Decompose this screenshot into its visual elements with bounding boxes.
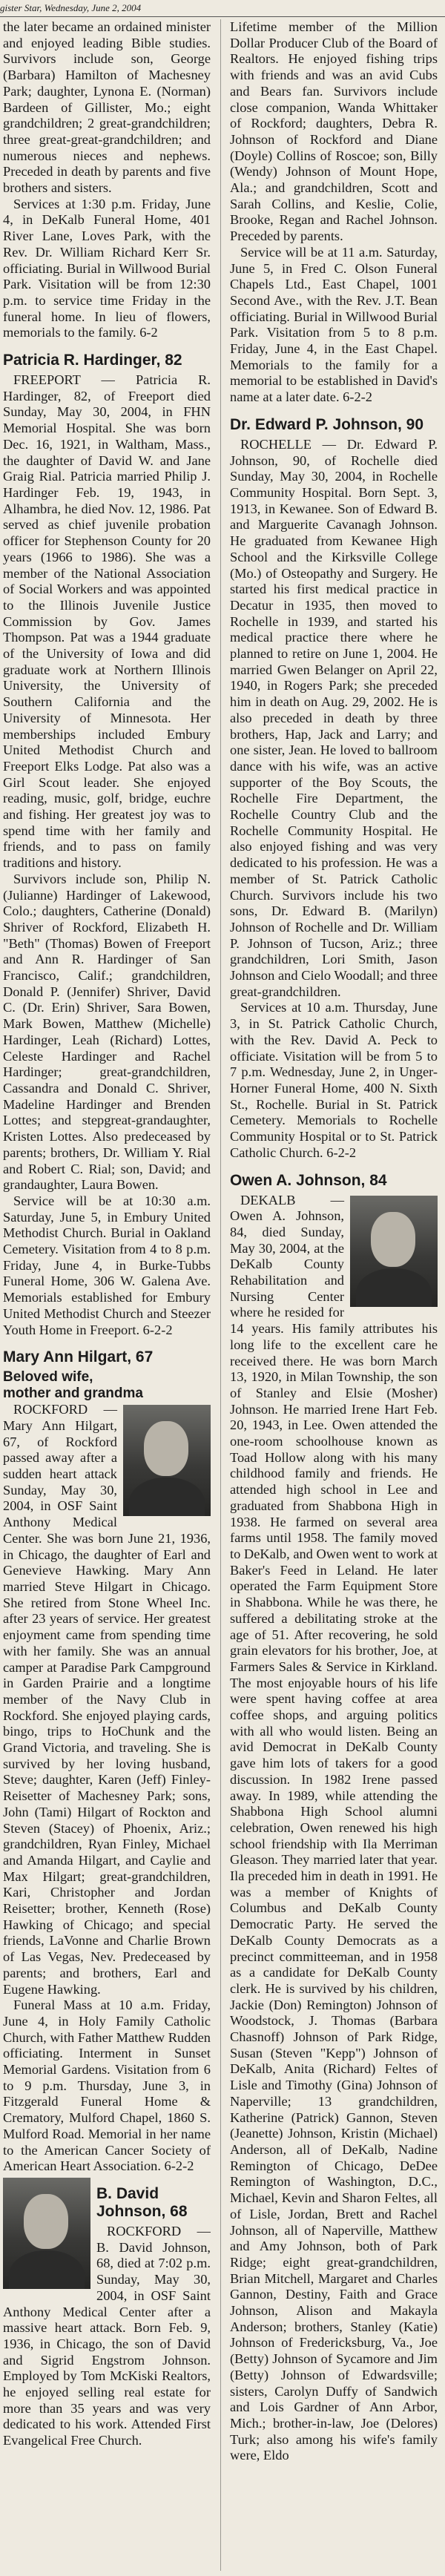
continued-paragraph: Lifetime member of the Million Dollar Producer Club of the Board of Realtors. He enjoyed fishing trips with friends and was an avid Cubs and Bears fan. Survivors include close companion, Wanda Whittaker of Rockford; daughters, Debra R. Johnson of Rockford and Diane (Doyle) Collins of Roscoe; son, Billy (Wendy) Johnson of Mount Hope, Ala.; and grandchildren, Scott and Sarah Collins, and Keslie, Colie, Brooke, Regan and Rachel Johnson. Preceded by parents. bbox=[230, 19, 438, 244]
page-header: gister Star, Wednesday, June 2, 2004 bbox=[0, 0, 445, 17]
obituary-paragraph: Service will be at 10:30 a.m. Saturday, June 5, in Embury United Methodist Church. Burial in Oakland Cemetery. Visitation from 4 to 8 p.m. Friday, June 4, in Burke-Tubbs Funeral Home, 306 W. Galena Ave. Memorials established for Embury United Methodist Church and Steezer Youth Home in Freeport. 6-2-2 bbox=[3, 1193, 211, 1337]
obituary-heading: Owen A. Johnson, 84 bbox=[230, 1171, 387, 1189]
obituary-paragraph: Survivors include son, Philip N. (Julianne) Hardinger of Lakewood, Colo.; daughters, Catherine (Donald) Shriver of Rockford, Elizabeth H. "Beth" (Thomas) Bowen of Freeport and Ann R. Hardinger of San Francisco, Calif.; grandchildren, Donald P. (Jennifer) Shriver, David C. (Dr. Erin) Shriver, Sara Bowen, Mark Bowen, Matthew (Michelle) Hardinger, Leah (Richard) Lottes, Celeste Hardinger and Rachel Hardinger; great-grandchildren, Cassandra and Donald C. Shriver, Madeline Hardinger and Brenden Lottes; and stepgreat-grandaughter, Kristen Lottes. Also predeceased by parents; brothers, Dr. William Y. Rial and Robert C. Rial; son, David; and grandaughter, Laura Bowen. bbox=[3, 871, 211, 1193]
obituary-subheading: Beloved wife, bbox=[3, 1369, 93, 1386]
left-column bbox=[3, 19, 211, 2571]
obituary-paragraph: FREEPORT — Patricia R. Hardinger, 82, of Freeport died Sunday, May 30, 2004, in FHN Memorial Hospital. She was born Dec. 16, 1921, in Waltham, Mass., the daughter of David W. and Jane Graig Rial. Patricia married Philip J. Hardinger Feb. 19, 1943, in Alhambra, he died Nov. 12, 1986. Pat served as chief juvenile probation officer for Stephenson County for 20 years (1966 to 1986). She was a member of the National Association of Social Workers and was appointed to the Illinois Juvenile Justice Commission by Gov. James Thompson. Pat was a 1944 graduate of the University of Iowa and did graduate work at Northern Illinois University, the University of Southern California and the University of Minnesota. Her memberships included Embury United Methodist Church and Freeport Elks Lodge. Pat also was a Girl Scout leader. She enjoyed reading, music, golf, bridge, euchre and fishing. Her greatest joy was to spend time with her family and friends, and to pass on family traditions and history. bbox=[3, 372, 211, 871]
portrait-photo bbox=[350, 1196, 438, 1307]
shoulders-shape bbox=[9, 2250, 85, 2289]
continued-paragraph: the later became an ordained minister and enjoyed leading Bible studies. Survivors include son, George (Barbara) Hamilton of Machesney Park; daughter, Lynona E. (Norman) Bardeen of Gillister, Mo.; eight grandchildren; 2 great-grandchildren; three great-great-grandchildren; and numerous nieces and nephews. Preceded in death by parents and five brothers and sisters. bbox=[3, 19, 211, 196]
continued-paragraph: Services at 1:30 p.m. Friday, June 4, in DeKalb Funeral Home, 401 River Lane, Loves Park, with the Rev. Dr. William Richard Kerr Sr. officiating. Burial in Willwood Burial Park. Visitation will be from 12:30 p.m. to service time Friday in the funeral home. In lieu of flowers, memorials to the family. 6-2 bbox=[3, 196, 211, 340]
shoulders-shape bbox=[356, 1268, 432, 1307]
obituary-paragraph: Funeral Mass at 10 a.m. Friday, June 4, in Holy Family Catholic Church, with Father Matthew Rudden officiating. Interment in Sunset Memorial Gardens. Visitation from 6 to 9 p.m. Thursday, June 3, in Fitzgerald Funeral Home & Crematory, Mulford Chapel, 1860 S. Mulford Road. Memorial in her name to the American Cancer Society of American Heart Association. 6-2-2 bbox=[3, 1997, 211, 2174]
right-column bbox=[230, 19, 438, 2571]
obituary-paragraph: Services at 10 a.m. Thursday, June 3, in St. Patrick Catholic Church, with the Rev. David A. Peck to officiate. Visitation will be from 5 to 7 p.m. Wednesday, June 2, in Unger-Horner Funeral Home, 400 N. Sixth St., Rochelle. Burial in St. Patrick Cemetery. Memorials to Rochelle Community Hospital or to St. Patrick Catholic Church. 6-2-2 bbox=[230, 1000, 438, 1160]
shoulders-shape bbox=[129, 1478, 205, 1516]
obituary-heading: Dr. Edward P. Johnson, 90 bbox=[230, 415, 424, 433]
obituary-subheading: mother and grandma bbox=[3, 1386, 143, 1402]
face-shape bbox=[144, 1421, 188, 1476]
portrait-photo bbox=[123, 1405, 211, 1516]
obituary-heading: Patricia R. Hardinger, 82 bbox=[3, 352, 182, 369]
obituary-heading: Mary Ann Hilgart, 67 bbox=[3, 1348, 154, 1366]
obituary-paragraph: ROCKFORD — B. David Johnson, 68, died at 7:02 p.m. Sunday, May 30, 2004, in OSF Saint Anthony Medical Center after a massive heart attack. Born Feb. 9, 1936, in Chicago, the son of David and Sigrid Engstrom Johnson. Employed by Tom McKiski Realtors, he enjoyed selling real estate for more than 35 years and was very dedicated to his work. Attended First Evangelical Free Church. bbox=[3, 2224, 211, 2448]
obituary-paragraph: ROCHELLE — Dr. Edward P. Johnson, 90, of Rochelle died Sunday, May 30, 2004, in Rochelle Community Hospital. Born Sept. 3, 1913, in Kewanee. Son of Edward B. and Marguerite Cavanagh Johnson. He graduated from Kewanee High School and the Kirksville College (Mo.) of Osteopathy and Surgery. He started his first medical practice in Decatur in 1935, then moved to Rochelle in 1939, and started his medical practice there where he planned to retire on June 1, 2004. He married Gwen Belanger on April 22, 1940, in Rogers Park; she preceded him in death on Aug. 29, 2002. He is also preceded in death by three brothers, Hap, Jack and Larry; and one sister, Jean. He loved to ballroom dance with his wife, was an active supporter of the Boy Scouts, the Rochelle Fire Department, the Rochelle Country Club and the Rochelle Community Hospital. He also enjoyed fishing and was very dedicated to his profession. He was a member of St. Patrick Catholic Church. Survivors include his two sons, Dr. Edward B. (Marilyn) Johnson of Rochelle and Dr. William P. Johnson of Tucson, Ariz.; three grandchildren, Lori Smith, Jason Johnson and Cielo Woodall; and three great-grandchildren. bbox=[230, 436, 438, 999]
column-rule bbox=[220, 19, 221, 2571]
face-shape bbox=[371, 1212, 415, 1267]
obituary-paragraph: DEKALB — Owen A. Johnson, 84, died Sunday, May 30, 2004, at the DeKalb County Rehabilitation and Nursing Center where he resided for 14 years. His family attributes his long life to the excellent care he received there. He was born March 13, 1920, in Milan Township, the son of Stanley and Elsie (Mosher) Johnson. He married Irene Hart Feb. 20, 1943, in Lee. Owen attended the one-room schoolhouse known as Toad Hollow along with his many childhood family and friends. He attended high school in Lee and graduated from Shabbona High in 1938. He farmed on several area farms until 1958. The family moved to DeKalb, and Owen went to work at Baker's Feed in Leland. He later operated the Farm Equipment Store in Shabbona. While he was there, he suffered a debilitating stroke at the age of 51. After recovering, he sold grain elevators for his brother, Joe, at Farmers Sales & Service in Kirkland. The most enjoyable hours of his life were spent having coffee at area coffee shops, and arguing politics with all who would listen. Being an avid Democrat in DeKalb County gave him lots of takers for a good discussion. In 1982 Irene passed away. In 1989, while attending the Shabbona High School alumni celebration, Owen renewed his high school friendship with Ila Merriman Gleason. They married later that year. Ila preceded him in death in 1991. He was a member of Knights of Columbus and DeKalb County Democratic Party. He served the DeKalb County Democrats as a precinct committeeman, and in 1958 as a candidate for DeKalb County clerk. He is survived by his children, Jackie (Don) Remington) Johnson of Woodstock, J. Thomas (Barbara Chasnoff) Johnson of Park Ridge, Susan (Steven "Kepp") Johnson of DeKalb, Anita (Richard) Feltes of Lisle and Timothy (Gina) Johnson of Naperville; 13 grandchildren, Katherine (Patrick) Gannon, Steven (Jeanette) Johnson, Kristin (Michael) Anderson, all of DeKalb, Nadine Remington of Chicago, DeDee Remington of Washington, D.C., Michael, Kevin and Sharon Feltes, all of Lisle, Jordan, Brett and Rachel Johnson, all of Naperville, Matthew and Amy Johnson, both of Park Ridge; eight great-grandchildren, Brian Mitchell, Margaret and Charles Gannon, Destiny, Faith and Grace Johnson, Alison and Makayla Anderson; brothers, Stanley (Katie) Johnson of Fredericksburg, Va., Joe (Betty) Johnson of Sycamore and Jim (Betty) Johnson of Edwardsville; sisters, Carolyn Duffy of Sandwich and Lois Gardner of Ann Arbor, Mich.; brother-in-law, Joe (Delores) Turk; also among his wife's family were, Eldo bbox=[230, 1192, 438, 2463]
portrait-photo bbox=[3, 2178, 90, 2289]
face-shape bbox=[24, 2194, 68, 2249]
obituary-heading: B. David Johnson, 68 bbox=[96, 2185, 188, 2220]
obituary-paragraph: ROCKFORD — Mary Ann Hilgart, 67, of Rockford passed away after a sudden heart attack Sunday, May 30, 2004, in OSF Saint Anthony Medical Center. She was born June 21, 1936, in Chicago, the daughter of Earl and Genevieve Hawking. Mary Ann married Steve Hilgart in Chicago. She retired from Stone Wheel Inc. after 23 years of service. Her greatest enjoyment came from spending time with her family. She was an annual camper at Paradise Park Campground in Garden Prairie and a longtime member of the Navy Club in Rockford. She enjoyed playing cards, bingo, trips to HoChunk and the Grand Victoria, and traveling. She is survived by her loving husband, Steve; daughter, Karen (Jeff) Finley-Reisetter of Machesney Park; sons, John (Tami) Hilgart of Rockton and Steven (Stacey) of Phoenix, Ariz.; grandchildren, Ryan Finley, Michael and Amanda Hilgart, and Caylie and Max Hilgart; great-grandchildren, Kari, Christopher and Jordan Reisetter; brother, Kenneth (Rose) Hawking of Chicago; and special friends, LaVonne and Charlie Brown of Las Vegas, Nev. Predeceased by parents; and brothers, Earl and Eugene Hawking. bbox=[3, 1402, 211, 1997]
continued-paragraph: Service will be at 11 a.m. Saturday, June 5, in Fred C. Olson Funeral Chapels Ltd., East Chapel, 1001 Second Ave., with the Rev. J.T. Bean officiating. Burial in Willwood Burial Park. Visitation from 5 to 8 p.m. Friday, June 4, in the East Chapel. Memorials to the family for a memorial to be established in David's name at a later date. 6-2-2 bbox=[230, 244, 438, 405]
